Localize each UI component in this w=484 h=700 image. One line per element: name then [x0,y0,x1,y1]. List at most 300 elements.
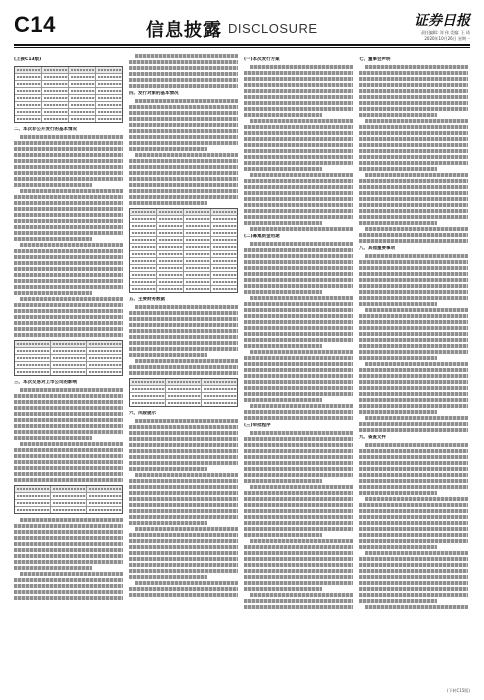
text-line [135,359,238,363]
text-line [129,84,238,88]
text-line [365,416,468,420]
text-line [129,569,238,573]
table-cell [130,379,166,385]
text-line [359,455,468,459]
text-line [14,542,123,546]
table-row [130,400,237,406]
text-line [135,305,238,309]
table-row [15,88,122,95]
table-cell [157,209,184,215]
table-cell [157,265,184,271]
text-line [14,213,123,217]
article-columns [14,54,470,692]
text-line [129,503,238,507]
text-line [14,273,123,277]
text-line [14,430,123,434]
table-cell [166,386,202,392]
text-line [244,545,353,549]
text-line [365,119,468,123]
text-line [244,587,322,591]
text-line [244,71,353,75]
text-line [244,410,353,414]
table-cell [157,244,184,250]
text-line [129,317,238,321]
text-line [129,129,238,133]
table-cell [51,507,87,513]
text-line [244,416,353,420]
text-line [14,249,123,253]
table-cell [130,386,166,392]
text-line [129,515,238,519]
table-row [130,244,237,251]
text-line [14,225,123,229]
text-line [244,557,353,561]
table-cell [96,109,122,115]
text-line [14,418,123,422]
text-line [359,515,468,519]
text-line [359,185,468,189]
text-line [359,509,468,513]
text-line [129,341,238,345]
text-line [359,356,437,360]
table-cell [211,286,237,292]
table-cell [157,258,184,264]
text-line [244,143,353,147]
text-line [129,311,238,315]
text-line [129,491,238,495]
text-line [14,195,123,199]
table-cell [15,74,42,80]
text-line [129,533,238,537]
text-line [244,605,353,609]
text-line [359,563,468,567]
text-line [14,141,123,145]
text-line [14,454,123,458]
text-line [250,593,353,597]
table-cell [15,109,42,115]
text-line [129,60,238,64]
text-line [129,509,238,513]
table-cell [96,67,122,73]
text-line [244,83,353,87]
table-cell [69,67,96,73]
table-cell [42,67,69,73]
table-row [130,237,237,244]
table-cell [184,230,211,236]
table-row [130,230,237,237]
text-line [359,167,437,171]
text-line [244,581,353,585]
text-line [14,448,123,452]
text-line [359,374,468,378]
table-cell [69,109,96,115]
text-line [359,179,468,183]
text-line [14,159,123,163]
text-line [20,572,123,576]
text-line [359,95,468,99]
table-cell [15,486,51,492]
table-cell [157,216,184,222]
text-line [359,77,468,81]
table-row [15,116,122,122]
text-line [365,308,468,312]
table-cell [157,230,184,236]
text-line [244,77,353,81]
text-line [244,284,353,288]
text-line [14,261,123,265]
text-line [359,113,437,117]
text-line [359,260,468,264]
text-line [244,503,353,507]
table-cell [184,223,211,229]
table-cell [130,393,166,399]
text-line [359,404,468,408]
table-row [15,67,122,74]
text-line [244,191,353,195]
table-row [15,493,122,500]
section-heading: 二、本次非公开发行的基本情况 [14,127,77,132]
text-line [244,221,322,225]
text-line [14,394,123,398]
table-cell [130,216,157,222]
table-cell [130,223,157,229]
text-line [359,593,468,597]
table-cell [15,81,42,87]
text-line [244,326,353,330]
text-line [244,575,353,579]
section-subtitle: DISCLOSURE [228,21,318,36]
text-line [244,497,353,501]
table-cell [211,265,237,271]
text-line [244,332,353,336]
table-cell [211,258,237,264]
text-line [250,119,353,123]
table-cell [69,95,96,101]
table-row [130,393,237,400]
text-line [14,578,123,582]
text-line [359,575,468,579]
table-cell [87,348,122,354]
text-line [244,491,353,495]
table-cell [130,237,157,243]
data-table [129,378,238,407]
table-cell [166,379,202,385]
text-line [365,551,468,555]
text-line [244,290,322,294]
section-heading: (上接C13版) [14,57,42,62]
table-row [130,209,237,216]
table-cell [166,393,202,399]
table-cell [130,209,157,215]
text-line [14,590,123,594]
text-line [244,179,353,183]
text-line [14,530,123,534]
text-line [244,368,353,372]
text-line [244,113,322,117]
text-line [250,65,353,69]
table-row [15,362,122,369]
table-cell [15,493,51,499]
text-line [129,111,238,115]
text-line [14,207,123,211]
text-line [129,159,238,163]
text-line [14,424,123,428]
text-line [20,518,123,522]
table-cell [130,400,166,406]
table-cell [87,507,122,513]
text-line [244,260,353,264]
table-cell [87,341,122,347]
table-cell [15,95,42,101]
text-line [244,398,322,402]
text-line [14,333,123,337]
text-line [244,386,353,390]
text-line [20,388,123,392]
table-row [130,223,237,230]
table-cell [42,95,69,101]
text-line [129,521,207,525]
text-line [359,101,468,105]
text-line [14,400,123,404]
text-line [14,321,123,325]
table-cell [87,355,122,361]
text-line [129,563,238,567]
table-cell [157,272,184,278]
table-cell [184,209,211,215]
text-line [359,503,468,507]
table-row [15,95,122,102]
text-line [244,392,353,396]
table-cell [51,348,87,354]
table-cell [130,258,157,264]
table-cell [211,209,237,215]
text-line [359,410,437,414]
table-cell [96,74,122,80]
table-cell [211,244,237,250]
text-line [359,422,468,426]
table-cell [130,286,157,292]
text-line [14,412,123,416]
table-cell [51,493,87,499]
text-line [359,89,468,93]
text-line [359,131,468,135]
table-cell [211,272,237,278]
text-line [14,406,123,410]
text-line [244,515,353,519]
text-line [129,347,238,351]
text-line [359,491,437,495]
text-line [129,117,238,121]
text-line [14,596,123,600]
text-line [359,284,468,288]
text-line [129,551,238,555]
text-line [129,123,238,127]
text-line [244,89,353,93]
table-cell [157,279,184,285]
text-line [129,455,238,459]
text-line [359,296,468,300]
text-line [250,227,353,231]
table-cell [42,102,69,108]
table-cell [130,230,157,236]
text-line [135,54,238,58]
table-cell [69,116,96,122]
column-4 [359,54,468,692]
continued-note: (下转C15版) [446,688,470,693]
text-line [359,398,468,402]
text-line [129,431,238,435]
table-cell [157,223,184,229]
text-line [135,527,238,531]
section-heading: 三、本次交易对上市公司的影响 [14,380,77,385]
text-line [129,557,238,561]
table-row [15,348,122,355]
text-line [14,231,123,235]
text-line [244,155,353,159]
text-line [244,197,353,201]
table-cell [15,507,51,513]
text-line [365,362,468,366]
table-cell [130,265,157,271]
text-line [244,374,353,378]
section-heading: 五、主要财务数据 [129,297,165,302]
text-line [244,356,353,360]
table-cell [15,348,51,354]
text-line [244,362,353,366]
table-cell [184,244,211,250]
table-row [130,258,237,265]
page-number: C14 [14,12,56,37]
table-cell [42,116,69,122]
section-title: 信息披露 [146,20,222,41]
table-cell [130,279,157,285]
text-line [359,107,468,111]
table-cell [184,216,211,222]
text-line [244,521,353,525]
text-line [135,581,238,585]
table-cell [15,369,51,375]
text-line [14,177,123,181]
text-line [359,539,468,543]
table-cell [157,251,184,257]
table-cell [42,88,69,94]
text-line [244,167,322,171]
text-line [359,278,468,282]
text-line [129,171,238,175]
text-line [14,560,123,564]
text-line [250,242,353,246]
table-cell [96,102,122,108]
text-line [129,461,238,465]
text-line [129,135,238,139]
text-line [365,173,468,177]
text-line [244,185,353,189]
text-line [365,443,468,447]
text-line [244,443,353,447]
table-cell [184,286,211,292]
table-cell [211,251,237,257]
text-line [359,386,468,390]
text-line [359,467,468,471]
table-cell [51,341,87,347]
text-line [129,575,207,579]
table-cell [15,116,42,122]
text-line [129,485,238,489]
table-cell [69,102,96,108]
table-cell [211,230,237,236]
table-cell [51,369,87,375]
text-line [244,248,353,252]
text-line [244,320,353,324]
text-line [359,272,468,276]
text-line [359,221,437,225]
text-line [359,344,468,348]
text-line [14,201,123,205]
text-line [14,554,123,558]
text-line [135,473,238,477]
table-cell [157,237,184,243]
table-row [15,369,122,375]
text-line [359,545,437,549]
text-line [359,326,468,330]
table-cell [15,102,42,108]
text-line [244,437,353,441]
text-line [359,83,468,87]
text-line [359,320,468,324]
text-line [129,66,238,70]
text-line [244,533,322,537]
text-line [250,173,353,177]
table-row [15,355,122,362]
text-line [359,302,437,306]
text-line [14,566,92,570]
text-line [244,509,353,513]
text-line [14,536,123,540]
text-line [359,350,468,354]
text-line [129,539,238,543]
table-cell [15,341,51,347]
text-line [129,545,238,549]
text-line [244,338,353,342]
text-line [14,478,123,482]
masthead [300,10,470,42]
text-line [135,99,238,103]
text-line [14,219,123,223]
text-line [359,143,468,147]
text-line [359,233,468,237]
section-heading: 九、备查文件 [359,435,386,440]
section-heading: (二)募集资金用途 [244,234,280,239]
text-line [14,309,123,313]
text-line [359,239,468,243]
table-cell [202,400,237,406]
text-line [244,137,353,141]
table-row [130,251,237,258]
text-line [359,449,468,453]
table-cell [15,500,51,506]
table-row [15,341,122,348]
text-line [359,266,468,270]
text-line [129,323,238,327]
text-line [359,137,468,141]
table-row [15,109,122,116]
text-line [129,165,238,169]
table-cell [202,393,237,399]
text-line [129,449,238,453]
text-line [14,327,123,331]
text-line [365,254,468,258]
text-line [359,368,468,372]
